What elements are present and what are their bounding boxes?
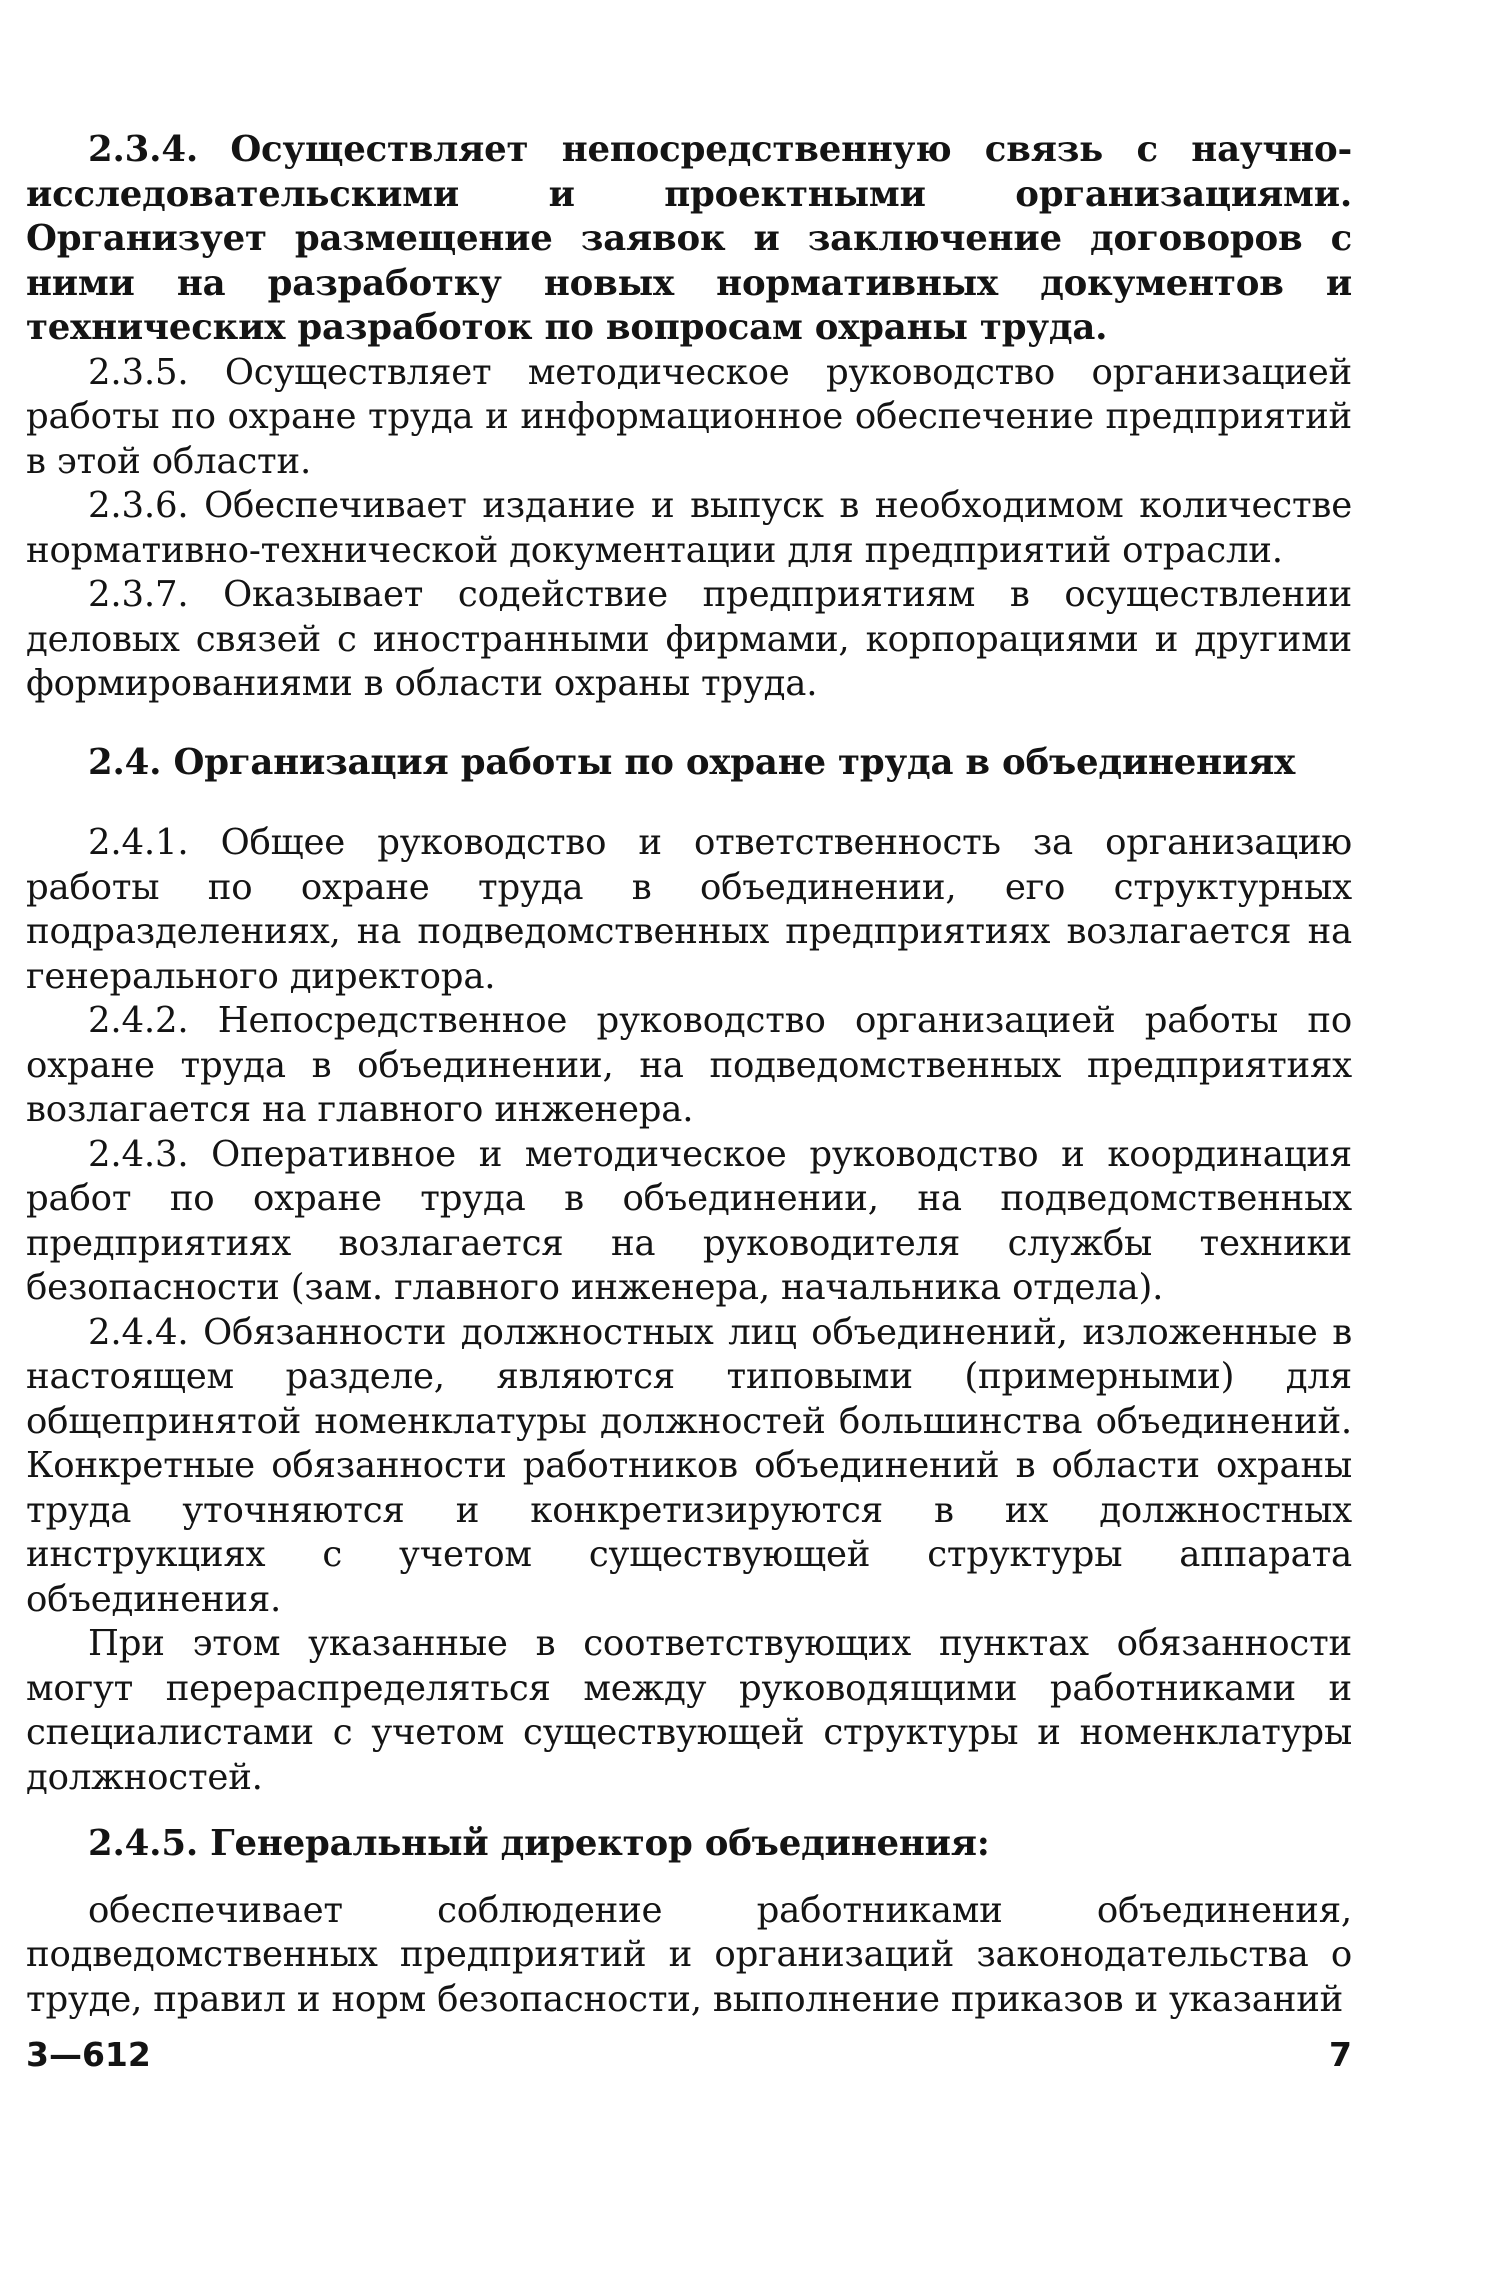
sub-heading-text: Генеральный директор объединения: — [210, 1823, 990, 1864]
paragraph-2-4-4 — [26, 1311, 1352, 1623]
paragraph-text: Общее руководство и ответственность за организацию работы по охране труда в объединении, его структурных подразделениях, на подведомственных предприятиях возлагается на генерального директора. — [26, 822, 1352, 997]
item-number: 2.4.2. — [88, 1000, 189, 1041]
item-number: 2.4.4. — [88, 1311, 189, 1353]
item-number: 2.3.4. — [88, 129, 198, 170]
item-number: 2.3.5. — [88, 351, 189, 393]
page-number: 7 — [1329, 2035, 1352, 2074]
item-number: 2.4.3. — [88, 1133, 189, 1175]
paragraph-text: Непосредственное руководство организацией работы по охране труда в объединении, на подведомственных предприятиях возлагается на главного инженера. — [26, 1000, 1352, 1130]
paragraph-responsibilities-note — [26, 1622, 1352, 1800]
item-number: 2.3.7. — [88, 574, 189, 615]
print-code: 3—612 — [26, 2035, 151, 2074]
paragraph-text: При этом указанные в соответствующих пунктах обязанности могут перераспределяться между руководящими работниками и специалистами с учетом существующей структуры и номенклатуры должностей. — [26, 1623, 1352, 1798]
paragraph-final: обеспечивает соблюдение работниками объединения, подведомственных предприятий и организаций законодательства о труде, правил и норм безопасности, выполнение приказов и указаний — [26, 1889, 1352, 2020]
paragraph-text: Осуществляет непосредственную связь с научно-исследовательскими и проектными организациями. Организует размещение заявок и заключение договоров с ними на разработку новых нормативных документов и технических разработок по вопросам охраны труда. — [26, 129, 1352, 348]
paragraph-text: Оперативное и методическое руководство и координация работ по охране труда в объединении, на подведомственных предприятиях возлагается на руководителя службы техники безопасности (зам. главного инженера, начальника отдела). — [26, 1133, 1353, 1308]
item-number: 2.4.1. — [88, 822, 189, 863]
item-number: 2.3.6. — [88, 485, 189, 526]
paragraph-2-4-1 — [26, 821, 1352, 999]
paragraph-text: Осуществляет методическое руководство организацией работы по охране труда и информационное обеспечение предприятий в этой области. — [26, 351, 1352, 482]
paragraph-text: Обязанности должностных лиц объединений, изложенные в настоящем разделе, являются типовыми (примерными) для общепринятой номенклатуры должностей большинства объединений. Конкретные обязанности работников объединений в области охраны труда уточняются и конкретизируются в их должностных инструкциях с учетом существующей структуры аппарата объединения. — [26, 1311, 1352, 1620]
document-body — [26, 128, 1352, 2022]
paragraph-2-3-4 — [26, 128, 1352, 351]
paragraph-2-3-7 — [26, 573, 1352, 707]
section-heading: 2.4. Организация работы по охране труда в объединениях — [88, 741, 1296, 783]
sub-heading-2-4-5 — [26, 1822, 1352, 1867]
paragraph-2-4-3 — [26, 1133, 1352, 1311]
sub-heading-number: 2.4.5. — [88, 1823, 198, 1864]
paragraph-2-3-5 — [26, 351, 1352, 485]
paragraph-2-3-6 — [26, 484, 1352, 573]
paragraph-text: Оказывает содействие предприятиям в осуществлении деловых связей с иностранными фирмами, корпорациями и другими формированиями в области охраны труда. — [26, 574, 1352, 704]
paragraph-text: Обеспечивает издание и выпуск в необходимом количестве нормативно-технической документации для предприятий отрасли. — [26, 485, 1352, 571]
paragraph-2-4-2 — [26, 999, 1352, 1133]
